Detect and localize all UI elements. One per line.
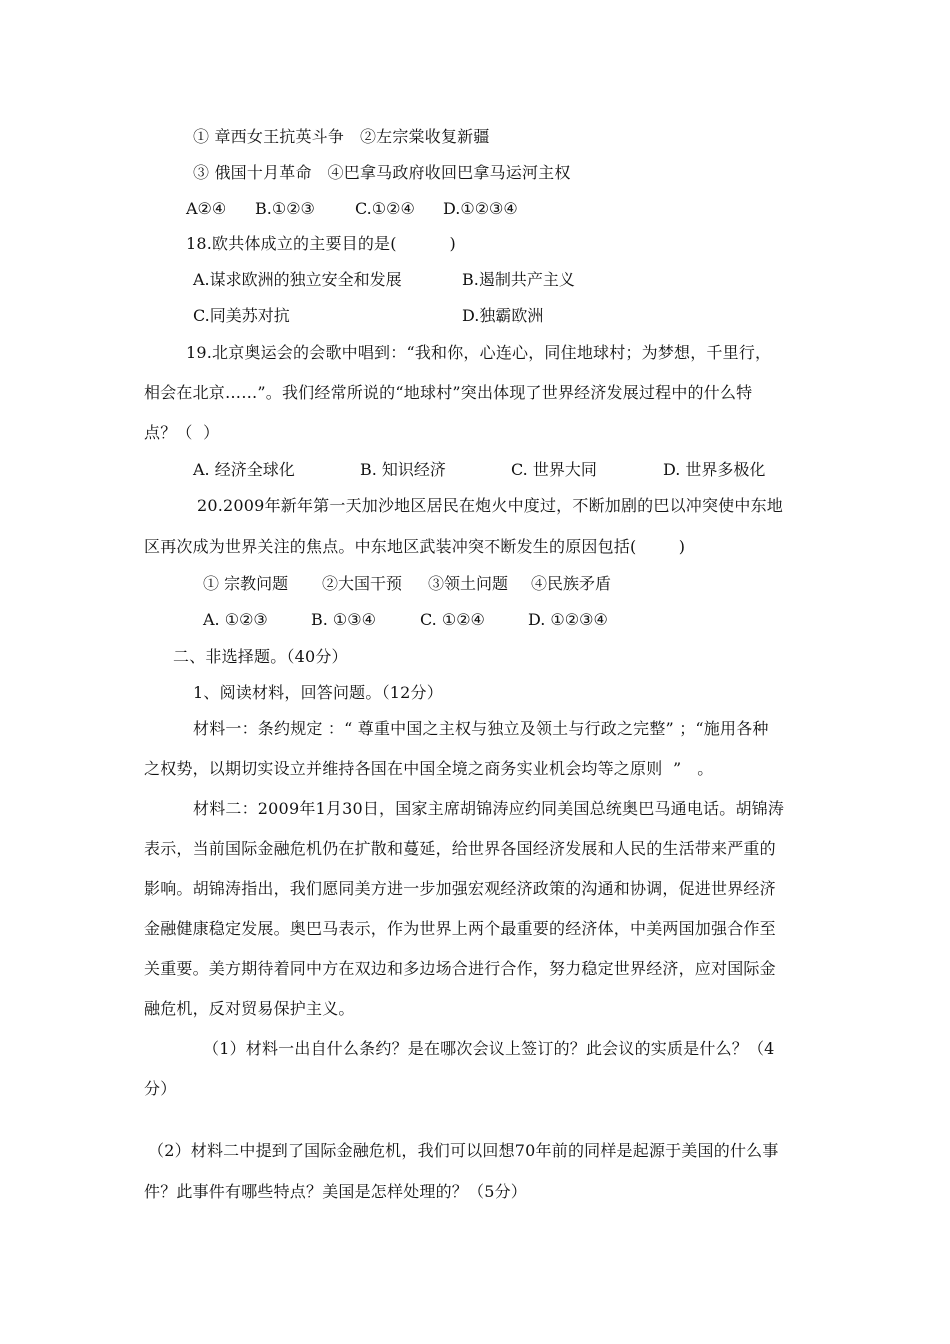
material2-line1: 材料二：2009年1月30日，国家主席胡锦涛应约同美国总统奥巴马通电话。胡锦涛 <box>193 799 785 818</box>
q20-line1: 20.2009年新年第一天加沙地区居民在炮火中度过，不断加剧的巴以冲突使中东地 <box>197 496 783 515</box>
q19-option-d: D. 世界多极化 <box>663 460 766 479</box>
material1-line2: 之权势，以期切实设立并维持各国在中国全境之商务实业机会均等之原则 ” 。 <box>144 759 714 778</box>
subquestion1-line2: 分） <box>144 1079 177 1098</box>
q18-option-c: C.同美苏对抗 <box>193 306 290 325</box>
q18-option-b: B.遏制共产主义 <box>462 270 575 289</box>
q18-option-d: D.独霸欧洲 <box>462 306 544 325</box>
q17-option-c: C.①②④ <box>355 199 415 218</box>
q19-line1: 19.北京奥运会的会歌中唱到：“我和你，心连心，同住地球村；为梦想，千里行， <box>186 343 772 362</box>
q17-items-line1: ① 章西女王抗英斗争 ②左宗棠收复新疆 <box>193 127 490 146</box>
q17-option-b: B.①②③ <box>255 199 315 218</box>
q20-item-4: ④民族矛盾 <box>531 574 612 593</box>
q19-option-c: C. 世界大同 <box>511 460 597 479</box>
material2-line3: 影响。胡锦涛指出，我们愿同美方进一步加强宏观经济政策的沟通和协调，促进世界经济 <box>144 879 776 898</box>
q20-option-d: D. ①②③④ <box>528 610 608 629</box>
q19-option-b: B. 知识经济 <box>360 460 446 479</box>
q20-item-1: ① 宗教问题 <box>203 574 289 593</box>
q17-option-a: A②④ <box>186 199 227 218</box>
subquestion1-line1: （1）材料一出自什么条约？是在哪次会议上签订的？此会议的实质是什么？（4 <box>203 1039 775 1058</box>
material2-line4: 金融健康稳定发展。奥巴马表示，作为世界上两个最重要的经济体，中美两国加强合作至 <box>144 919 776 938</box>
q18-option-a: A.谋求欧洲的独立安全和发展 <box>193 270 402 289</box>
material1-line1: 材料一：条约规定 ：“ 尊重中国之主权与独立及领土与行政之完整” ；“施用各种 <box>193 719 769 738</box>
q19-line3: 点？（ ） <box>144 423 220 442</box>
section2-q1-heading: 1、阅读材料，回答问题。（12分） <box>193 683 443 702</box>
subquestion2-line2: 件？此事件有哪些特点？美国是怎样处理的？（5分） <box>144 1182 527 1201</box>
material2-line2: 表示，当前国际金融危机仍在扩散和蔓延，给世界各国经济发展和人民的生活带来严重的 <box>144 839 776 858</box>
material2-line5: 关重要。美方期待着同中方在双边和多边场合进行合作，努力稳定世界经济，应对国际金 <box>144 959 776 978</box>
material2-line6: 融危机，反对贸易保护主义。 <box>144 999 355 1018</box>
subquestion2-line1: （2）材料二中提到了国际金融危机，我们可以回想70年前的同样是起源于美国的什么事 <box>148 1141 779 1160</box>
q20-item-2: ②大国干预 <box>322 574 403 593</box>
q18-stem: 18.欧共体成立的主要目的是( ) <box>186 234 456 253</box>
q20-option-a: A. ①②③ <box>203 610 268 629</box>
q17-option-d: D.①②③④ <box>443 199 518 218</box>
q20-option-c: C. ①②④ <box>420 610 485 629</box>
q20-option-b: B. ①③④ <box>311 610 376 629</box>
section2-heading: 二、非选择题。（40分） <box>173 647 348 666</box>
q17-items-line2: ③ 俄国十月革命 ④巴拿马政府收回巴拿马运河主权 <box>193 163 571 182</box>
q19-option-a: A. 经济全球化 <box>193 460 295 479</box>
q19-line2: 相会在北京……”。我们经常所说的“地球村”突出体现了世界经济发展过程中的什么特 <box>144 383 753 402</box>
q20-item-3: ③领土问题 <box>428 574 509 593</box>
q20-line2: 区再次成为世界关注的焦点。中东地区武装冲突不断发生的原因包括( ) <box>144 537 686 556</box>
